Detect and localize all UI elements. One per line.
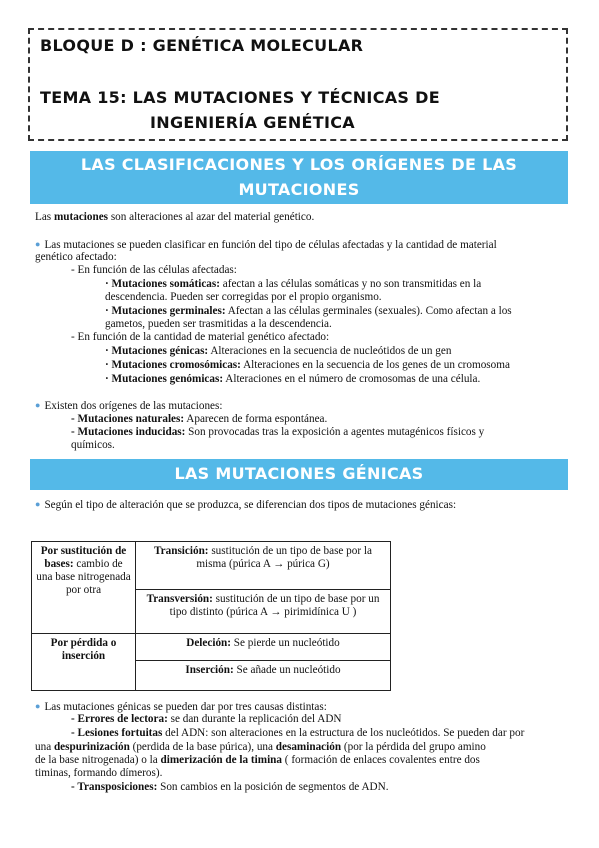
section2-intro: ● Según el tipo de alteración que se produzca, se diferencian dos tipos de mutaciones génicas: [35,499,457,511]
lesiones-line2: una despurinización (perdida de la base púrica), una desaminación (por la pérdida del grupo amino [35,741,486,753]
lesiones-line3: de la base nitrogenada) o la dimerización de la timina ( formación de enlaces covalentes entre dos [35,754,480,766]
germinal-line1: · Mutaciones germinales: Afectan a las células germinales (sexuales). Como afectan a los [105,305,512,317]
genomic-line: · Mutaciones genómicas: Alteraciones en el número de cromosomas de una célula. [105,373,481,385]
genic-line: · Mutaciones génicas: Alteraciones en la secuencia de nucleótidos de un gen [105,345,452,357]
bullet-icon: ● [35,400,41,410]
cell-delecion: Deleción: Se pierde un nucleótido [136,634,391,661]
bullet-icon: ● [35,239,41,249]
amount-heading: - En función de la cantidad de material genético afectado: [71,331,330,343]
cell-transversion: Transversión: sustitución de un tipo de base por un tipo distinto (púrica A → pirimidínica U ) [136,590,391,634]
cell-insercion: Inserción: Se añade un nucleótido [136,661,391,691]
origins-heading: ● Existen dos orígenes de las mutaciones: [35,400,223,412]
section2-title: LAS MUTACIONES GÉNICAS [174,464,424,483]
tema-title-line2: INGENIERÍA GENÉTICA [150,113,355,132]
block-title: BLOQUE D : GENÉTICA MOLECULAR [40,36,364,55]
cell-perdida: Por pérdida o inserción [32,634,136,691]
section1-banner [30,151,568,204]
cells-heading: - En función de las células afectadas: [71,264,237,276]
errores-line: - Errores de lectora: se dan durante la replicación del ADN [71,713,342,725]
mutations-table [31,541,391,691]
natural-line: - Mutaciones naturales: Aparecen de forma espontánea. [71,413,328,425]
classification-line1: ● Las mutaciones se pueden clasificar en función del tipo de células afectadas y la cantidad de material [35,239,497,251]
intro-paragraph: Las mutaciones son alteraciones al azar del material genético. [35,211,315,223]
section2-banner [30,459,568,490]
chromosomal-line: · Mutaciones cromosómicas: Alteraciones en la secuencia de los genes de un cromosoma [105,359,510,371]
bullet-icon: ● [35,701,41,711]
causes-heading: ● Las mutaciones génicas se pueden dar por tres causas distintas: [35,701,327,713]
somatic-line1: · Mutaciones somáticas: afectan a las células somáticas y no son transmitidas en la [105,278,482,290]
cell-sustitucion: Por sustitución de bases: cambio de una base nitrogenada por otra [32,542,136,634]
germinal-line2: gametos, pueden ser trasmitidas a la descendencia. [105,318,332,330]
classification-line2: genético afectado: [35,251,117,263]
section1-title-line1: LAS CLASIFICACIONES Y LOS ORÍGENES DE LAS [80,155,518,174]
lesiones-line4: timinas, formando dímeros). [35,767,163,779]
induced-line2: químicos. [71,439,115,451]
lesiones-line1: - Lesiones fortuitas del ADN: son alteraciones en la estructura de los nucleótidos. Se pueden dar por [71,727,525,739]
somatic-line2: descendencia. Pueden ser corregidas por el propio organismo. [105,291,382,303]
section1-title-line2: MUTACIONES [238,180,360,199]
bullet-icon: ● [35,499,41,509]
tema-title-line1: TEMA 15: LAS MUTACIONES Y TÉCNICAS DE [40,88,440,107]
transposiciones-line: - Transposiciones: Son cambios en la posición de segmentos de ADN. [71,781,389,793]
cell-transicion: Transición: sustitución de un tipo de base por la misma (púrica A → púrica G) [136,542,391,590]
induced-line1: - Mutaciones inducidas: Son provocadas tras la exposición a agentes mutagénicos físicos y [71,426,485,438]
